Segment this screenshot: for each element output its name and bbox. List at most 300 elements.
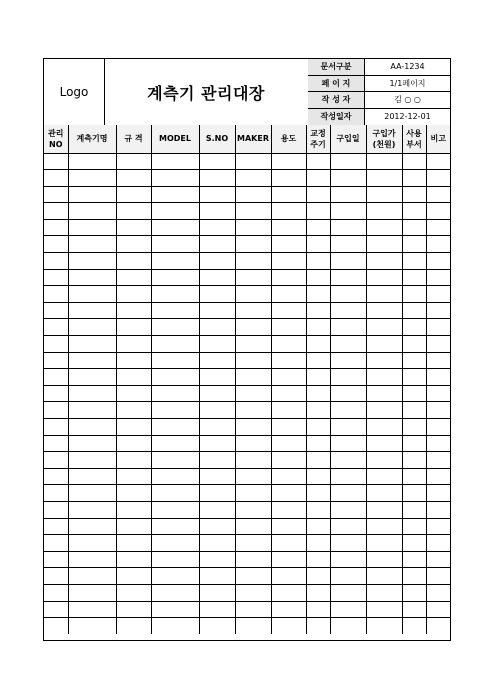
table-cell[interactable]	[366, 336, 402, 353]
table-cell[interactable]	[306, 236, 330, 253]
table-cell[interactable]	[44, 203, 68, 220]
table-cell[interactable]	[271, 551, 306, 568]
table-cell[interactable]	[426, 236, 450, 253]
table-cell[interactable]	[366, 352, 402, 369]
table-cell[interactable]	[68, 236, 116, 253]
table-cell[interactable]	[116, 518, 151, 535]
table-cell[interactable]	[426, 170, 450, 187]
table-cell[interactable]	[44, 435, 68, 452]
table-cell[interactable]	[44, 568, 68, 585]
table-cell[interactable]	[271, 568, 306, 585]
table-cell[interactable]	[235, 535, 271, 552]
table-cell[interactable]	[306, 219, 330, 236]
table-cell[interactable]	[44, 269, 68, 286]
table-cell[interactable]	[44, 336, 68, 353]
table-cell[interactable]	[306, 518, 330, 535]
table-cell[interactable]	[366, 435, 402, 452]
table-cell[interactable]	[306, 369, 330, 386]
table-cell[interactable]	[44, 468, 68, 485]
table-cell[interactable]	[402, 485, 426, 502]
table-cell[interactable]	[402, 452, 426, 469]
table-cell[interactable]	[235, 319, 271, 336]
table-cell[interactable]	[426, 485, 450, 502]
table-cell[interactable]	[199, 535, 235, 552]
table-cell[interactable]	[235, 501, 271, 518]
table-cell[interactable]	[306, 452, 330, 469]
table-cell[interactable]	[426, 153, 450, 170]
table-cell[interactable]	[199, 601, 235, 618]
table-cell[interactable]	[402, 501, 426, 518]
table-cell[interactable]	[151, 568, 199, 585]
table-cell[interactable]	[426, 219, 450, 236]
table-cell[interactable]	[151, 468, 199, 485]
table-cell[interactable]	[116, 352, 151, 369]
table-cell[interactable]	[366, 286, 402, 303]
table-cell[interactable]	[426, 618, 450, 635]
table-cell[interactable]	[199, 319, 235, 336]
table-cell[interactable]	[426, 468, 450, 485]
table-cell[interactable]	[306, 435, 330, 452]
table-cell[interactable]	[116, 302, 151, 319]
table-cell[interactable]	[199, 236, 235, 253]
table-cell[interactable]	[116, 468, 151, 485]
table-cell[interactable]	[330, 302, 366, 319]
table-cell[interactable]	[116, 501, 151, 518]
table-cell[interactable]	[44, 319, 68, 336]
table-cell[interactable]	[366, 551, 402, 568]
table-cell[interactable]	[306, 302, 330, 319]
table-cell[interactable]	[199, 336, 235, 353]
table-cell[interactable]	[44, 419, 68, 436]
table-cell[interactable]	[306, 501, 330, 518]
table-cell[interactable]	[366, 319, 402, 336]
table-cell[interactable]	[68, 203, 116, 220]
table-cell[interactable]	[306, 551, 330, 568]
table-cell[interactable]	[366, 170, 402, 187]
table-cell[interactable]	[306, 419, 330, 436]
table-cell[interactable]	[199, 551, 235, 568]
table-cell[interactable]	[306, 269, 330, 286]
table-cell[interactable]	[151, 518, 199, 535]
table-cell[interactable]	[68, 219, 116, 236]
table-cell[interactable]	[199, 186, 235, 203]
table-cell[interactable]	[426, 501, 450, 518]
table-cell[interactable]	[271, 435, 306, 452]
table-cell[interactable]	[402, 352, 426, 369]
table-cell[interactable]	[402, 302, 426, 319]
table-cell[interactable]	[199, 203, 235, 220]
table-cell[interactable]	[199, 518, 235, 535]
table-cell[interactable]	[426, 203, 450, 220]
table-cell[interactable]	[330, 369, 366, 386]
table-cell[interactable]	[402, 385, 426, 402]
table-cell[interactable]	[199, 468, 235, 485]
table-cell[interactable]	[235, 452, 271, 469]
table-cell[interactable]	[44, 535, 68, 552]
table-cell[interactable]	[151, 203, 199, 220]
table-cell[interactable]	[68, 535, 116, 552]
table-cell[interactable]	[116, 485, 151, 502]
table-cell[interactable]	[235, 236, 271, 253]
table-cell[interactable]	[402, 419, 426, 436]
table-cell[interactable]	[235, 170, 271, 187]
table-cell[interactable]	[199, 419, 235, 436]
table-cell[interactable]	[199, 286, 235, 303]
table-cell[interactable]	[426, 419, 450, 436]
table-cell[interactable]	[402, 568, 426, 585]
table-cell[interactable]	[116, 385, 151, 402]
table-cell[interactable]	[68, 186, 116, 203]
table-cell[interactable]	[402, 518, 426, 535]
table-cell[interactable]	[116, 236, 151, 253]
table-cell[interactable]	[68, 153, 116, 170]
table-cell[interactable]	[151, 153, 199, 170]
table-cell[interactable]	[271, 219, 306, 236]
table-cell[interactable]	[235, 286, 271, 303]
table-cell[interactable]	[44, 485, 68, 502]
table-cell[interactable]	[402, 402, 426, 419]
table-cell[interactable]	[68, 518, 116, 535]
table-cell[interactable]	[199, 219, 235, 236]
table-cell[interactable]	[306, 352, 330, 369]
table-cell[interactable]	[116, 452, 151, 469]
table-cell[interactable]	[116, 402, 151, 419]
table-cell[interactable]	[68, 286, 116, 303]
table-cell[interactable]	[68, 452, 116, 469]
table-cell[interactable]	[151, 584, 199, 601]
table-cell[interactable]	[235, 584, 271, 601]
table-cell[interactable]	[151, 551, 199, 568]
table-cell[interactable]	[68, 501, 116, 518]
table-cell[interactable]	[306, 535, 330, 552]
table-cell[interactable]	[44, 369, 68, 386]
table-cell[interactable]	[68, 435, 116, 452]
table-cell[interactable]	[271, 319, 306, 336]
table-cell[interactable]	[426, 518, 450, 535]
table-cell[interactable]	[151, 269, 199, 286]
table-cell[interactable]	[235, 419, 271, 436]
table-cell[interactable]	[330, 253, 366, 270]
table-cell[interactable]	[426, 584, 450, 601]
table-cell[interactable]	[426, 551, 450, 568]
table-cell[interactable]	[366, 618, 402, 635]
table-cell[interactable]	[306, 402, 330, 419]
table-cell[interactable]	[306, 186, 330, 203]
table-cell[interactable]	[330, 435, 366, 452]
table-cell[interactable]	[199, 402, 235, 419]
table-cell[interactable]	[44, 219, 68, 236]
table-cell[interactable]	[151, 501, 199, 518]
table-cell[interactable]	[116, 253, 151, 270]
table-cell[interactable]	[271, 153, 306, 170]
table-cell[interactable]	[44, 452, 68, 469]
table-cell[interactable]	[199, 501, 235, 518]
table-cell[interactable]	[235, 336, 271, 353]
table-cell[interactable]	[306, 253, 330, 270]
table-cell[interactable]	[235, 468, 271, 485]
table-cell[interactable]	[306, 618, 330, 635]
table-cell[interactable]	[68, 485, 116, 502]
table-cell[interactable]	[199, 253, 235, 270]
table-cell[interactable]	[68, 302, 116, 319]
table-cell[interactable]	[44, 501, 68, 518]
table-cell[interactable]	[271, 468, 306, 485]
table-cell[interactable]	[426, 253, 450, 270]
table-cell[interactable]	[306, 485, 330, 502]
table-cell[interactable]	[366, 485, 402, 502]
table-cell[interactable]	[116, 286, 151, 303]
table-cell[interactable]	[402, 236, 426, 253]
table-cell[interactable]	[199, 269, 235, 286]
table-cell[interactable]	[330, 551, 366, 568]
table-cell[interactable]	[271, 236, 306, 253]
table-cell[interactable]	[330, 219, 366, 236]
table-cell[interactable]	[426, 452, 450, 469]
table-cell[interactable]	[271, 253, 306, 270]
table-cell[interactable]	[151, 286, 199, 303]
table-cell[interactable]	[68, 319, 116, 336]
table-cell[interactable]	[68, 601, 116, 618]
table-cell[interactable]	[402, 336, 426, 353]
table-cell[interactable]	[235, 568, 271, 585]
table-cell[interactable]	[271, 302, 306, 319]
table-cell[interactable]	[68, 269, 116, 286]
table-cell[interactable]	[306, 319, 330, 336]
table-cell[interactable]	[426, 535, 450, 552]
table-cell[interactable]	[366, 236, 402, 253]
table-cell[interactable]	[116, 186, 151, 203]
table-cell[interactable]	[271, 518, 306, 535]
table-cell[interactable]	[271, 535, 306, 552]
table-cell[interactable]	[151, 336, 199, 353]
table-cell[interactable]	[235, 219, 271, 236]
table-cell[interactable]	[199, 568, 235, 585]
table-cell[interactable]	[199, 352, 235, 369]
table-cell[interactable]	[426, 435, 450, 452]
table-cell[interactable]	[330, 501, 366, 518]
table-cell[interactable]	[68, 419, 116, 436]
table-cell[interactable]	[271, 618, 306, 635]
table-cell[interactable]	[44, 236, 68, 253]
table-cell[interactable]	[426, 385, 450, 402]
table-cell[interactable]	[402, 468, 426, 485]
table-cell[interactable]	[426, 302, 450, 319]
table-cell[interactable]	[366, 468, 402, 485]
table-cell[interactable]	[235, 435, 271, 452]
table-cell[interactable]	[116, 153, 151, 170]
table-cell[interactable]	[426, 319, 450, 336]
table-cell[interactable]	[306, 203, 330, 220]
table-cell[interactable]	[151, 186, 199, 203]
table-cell[interactable]	[151, 385, 199, 402]
table-cell[interactable]	[271, 336, 306, 353]
table-cell[interactable]	[366, 419, 402, 436]
table-cell[interactable]	[116, 568, 151, 585]
table-cell[interactable]	[366, 385, 402, 402]
table-cell[interactable]	[366, 535, 402, 552]
table-cell[interactable]	[306, 153, 330, 170]
table-cell[interactable]	[151, 535, 199, 552]
table-cell[interactable]	[402, 186, 426, 203]
table-cell[interactable]	[426, 352, 450, 369]
table-cell[interactable]	[366, 584, 402, 601]
table-cell[interactable]	[330, 385, 366, 402]
table-cell[interactable]	[271, 269, 306, 286]
table-cell[interactable]	[402, 435, 426, 452]
table-cell[interactable]	[330, 269, 366, 286]
table-cell[interactable]	[366, 186, 402, 203]
table-cell[interactable]	[116, 170, 151, 187]
table-cell[interactable]	[426, 269, 450, 286]
table-cell[interactable]	[44, 170, 68, 187]
table-cell[interactable]	[402, 253, 426, 270]
table-cell[interactable]	[44, 385, 68, 402]
table-cell[interactable]	[199, 618, 235, 635]
table-cell[interactable]	[68, 618, 116, 635]
table-cell[interactable]	[330, 203, 366, 220]
table-cell[interactable]	[235, 385, 271, 402]
table-cell[interactable]	[235, 203, 271, 220]
table-cell[interactable]	[426, 369, 450, 386]
table-cell[interactable]	[151, 485, 199, 502]
table-cell[interactable]	[44, 601, 68, 618]
table-cell[interactable]	[116, 584, 151, 601]
table-cell[interactable]	[330, 153, 366, 170]
table-cell[interactable]	[68, 568, 116, 585]
table-cell[interactable]	[235, 402, 271, 419]
table-cell[interactable]	[402, 618, 426, 635]
table-cell[interactable]	[44, 153, 68, 170]
table-cell[interactable]	[199, 385, 235, 402]
table-cell[interactable]	[151, 435, 199, 452]
table-cell[interactable]	[151, 236, 199, 253]
table-cell[interactable]	[199, 153, 235, 170]
table-cell[interactable]	[151, 319, 199, 336]
table-cell[interactable]	[271, 203, 306, 220]
table-cell[interactable]	[402, 170, 426, 187]
table-cell[interactable]	[44, 618, 68, 635]
table-cell[interactable]	[235, 518, 271, 535]
table-cell[interactable]	[116, 369, 151, 386]
table-cell[interactable]	[330, 419, 366, 436]
table-cell[interactable]	[235, 153, 271, 170]
table-cell[interactable]	[402, 203, 426, 220]
table-cell[interactable]	[330, 518, 366, 535]
table-cell[interactable]	[151, 452, 199, 469]
table-cell[interactable]	[330, 286, 366, 303]
table-cell[interactable]	[402, 269, 426, 286]
table-cell[interactable]	[271, 170, 306, 187]
table-cell[interactable]	[271, 584, 306, 601]
table-cell[interactable]	[330, 452, 366, 469]
table-cell[interactable]	[330, 485, 366, 502]
table-cell[interactable]	[44, 352, 68, 369]
table-cell[interactable]	[68, 253, 116, 270]
table-cell[interactable]	[151, 219, 199, 236]
table-cell[interactable]	[116, 319, 151, 336]
table-cell[interactable]	[402, 584, 426, 601]
table-cell[interactable]	[330, 336, 366, 353]
table-cell[interactable]	[199, 369, 235, 386]
table-cell[interactable]	[116, 535, 151, 552]
table-cell[interactable]	[330, 601, 366, 618]
table-cell[interactable]	[116, 601, 151, 618]
table-cell[interactable]	[44, 551, 68, 568]
table-cell[interactable]	[235, 352, 271, 369]
table-cell[interactable]	[366, 269, 402, 286]
table-cell[interactable]	[199, 302, 235, 319]
table-cell[interactable]	[402, 153, 426, 170]
table-cell[interactable]	[366, 452, 402, 469]
table-cell[interactable]	[68, 170, 116, 187]
table-cell[interactable]	[330, 186, 366, 203]
table-cell[interactable]	[151, 170, 199, 187]
table-cell[interactable]	[68, 385, 116, 402]
table-cell[interactable]	[426, 336, 450, 353]
table-cell[interactable]	[68, 369, 116, 386]
table-cell[interactable]	[235, 485, 271, 502]
table-cell[interactable]	[402, 219, 426, 236]
table-cell[interactable]	[235, 253, 271, 270]
table-cell[interactable]	[330, 568, 366, 585]
table-cell[interactable]	[68, 402, 116, 419]
table-cell[interactable]	[426, 186, 450, 203]
table-cell[interactable]	[116, 435, 151, 452]
table-cell[interactable]	[330, 352, 366, 369]
table-cell[interactable]	[402, 551, 426, 568]
table-cell[interactable]	[44, 584, 68, 601]
table-cell[interactable]	[306, 468, 330, 485]
table-cell[interactable]	[151, 618, 199, 635]
table-cell[interactable]	[44, 253, 68, 270]
table-cell[interactable]	[116, 219, 151, 236]
table-cell[interactable]	[116, 336, 151, 353]
table-cell[interactable]	[116, 269, 151, 286]
table-cell[interactable]	[116, 203, 151, 220]
table-cell[interactable]	[330, 618, 366, 635]
table-cell[interactable]	[271, 419, 306, 436]
table-cell[interactable]	[306, 584, 330, 601]
table-cell[interactable]	[271, 501, 306, 518]
table-cell[interactable]	[271, 352, 306, 369]
table-cell[interactable]	[306, 170, 330, 187]
table-cell[interactable]	[235, 618, 271, 635]
table-cell[interactable]	[366, 601, 402, 618]
table-cell[interactable]	[426, 286, 450, 303]
table-cell[interactable]	[271, 385, 306, 402]
table-cell[interactable]	[330, 468, 366, 485]
table-cell[interactable]	[68, 584, 116, 601]
table-cell[interactable]	[271, 601, 306, 618]
table-cell[interactable]	[151, 402, 199, 419]
table-cell[interactable]	[199, 170, 235, 187]
table-cell[interactable]	[306, 286, 330, 303]
table-cell[interactable]	[426, 601, 450, 618]
table-cell[interactable]	[366, 501, 402, 518]
table-cell[interactable]	[366, 302, 402, 319]
table-cell[interactable]	[44, 286, 68, 303]
table-cell[interactable]	[330, 402, 366, 419]
table-cell[interactable]	[68, 551, 116, 568]
table-cell[interactable]	[199, 435, 235, 452]
table-cell[interactable]	[235, 551, 271, 568]
table-cell[interactable]	[366, 518, 402, 535]
table-cell[interactable]	[235, 186, 271, 203]
table-cell[interactable]	[402, 535, 426, 552]
table-cell[interactable]	[44, 402, 68, 419]
table-cell[interactable]	[402, 369, 426, 386]
table-cell[interactable]	[235, 269, 271, 286]
